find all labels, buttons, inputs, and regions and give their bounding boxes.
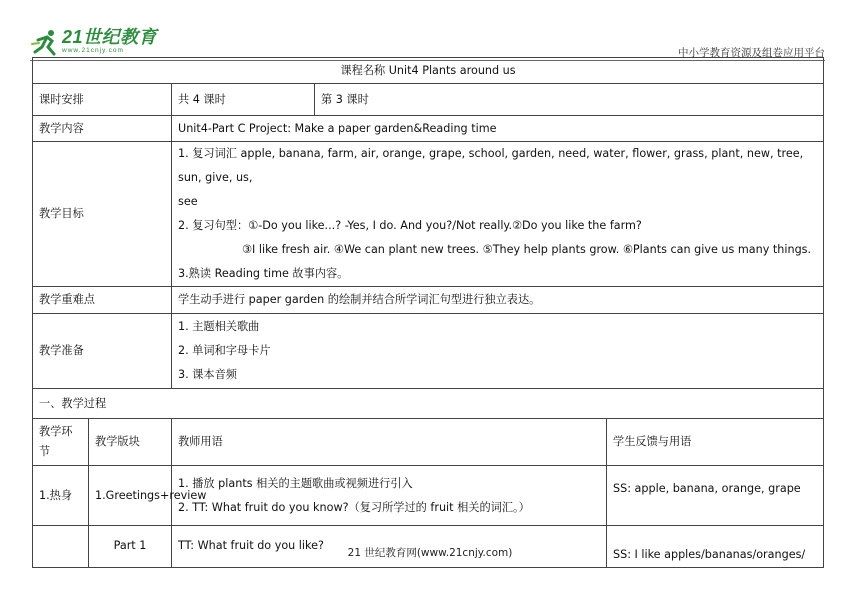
row-teacher: TT: What fruit do you like? (172, 526, 607, 568)
preparation-label: 教学准备 (33, 314, 172, 389)
header-block: 教学版块 (89, 419, 172, 466)
preparation-item: 2. 单词和字母卡片 (178, 344, 271, 357)
process-title: 一、教学过程 (33, 389, 824, 419)
schedule-label: 课时安排 (33, 84, 172, 116)
header-teacher: 教师用语 (172, 419, 607, 466)
course-title: 课程名称 Unit4 Plants around us (33, 58, 824, 84)
content-value: Unit4-Part C Project: Make a paper garden&Reading time (172, 116, 824, 142)
row-block: Part 1 (89, 526, 172, 568)
row-teacher (172, 466, 607, 526)
lesson-plan-table (32, 57, 824, 568)
key-points-row (33, 287, 824, 314)
key-points-value: 学生动手进行 paper garden 的绘制并结合所学词汇句型进行独立表达。 (172, 287, 824, 314)
course-row (33, 58, 824, 84)
logo (30, 28, 157, 58)
content-label: 教学内容 (33, 116, 172, 142)
logo-name: 21世纪教育 (62, 27, 158, 47)
process-header-row (33, 419, 824, 466)
preparation-item: 3. 课本音频 (178, 368, 237, 381)
key-points-label: 教学重难点 (33, 287, 172, 314)
preparation-row (33, 314, 824, 389)
objective-line: 2. 复习句型：①-Do you like...? -Yes, I do. And you?/Not really.②Do you like the farm? (178, 219, 642, 232)
logo-url: www.21cnjy.com (62, 47, 124, 54)
preparation-item: 1. 主题相关歌曲 (178, 320, 260, 333)
process-row (33, 466, 824, 526)
preparation-list (172, 314, 824, 389)
page-footer: 21 世纪教育网(www.21cnjy.com) (347, 547, 513, 559)
row-block: 1.Greetings+review (89, 466, 172, 526)
header-student: 学生反馈与用语 (607, 419, 824, 466)
process-title-row (33, 389, 824, 419)
schedule-current: 第 3 课时 (315, 84, 824, 116)
content-row (33, 116, 824, 142)
teacher-line: 1. 播放 plants 相关的主题歌曲或视频进行引入 (178, 476, 413, 490)
row-student: SS: apple, banana, orange, grape (607, 466, 824, 526)
objectives-content (172, 142, 824, 287)
row-student: SS: I like apples/bananas/oranges/ (607, 526, 824, 568)
teacher-line: 2. TT: What fruit do you know?（复习所学过的 fruit 相关的词汇。） (178, 500, 530, 514)
objectives-label: 教学目标 (33, 142, 172, 287)
objective-line: ③I like fresh air. ④We can plant new trees. ⑤They help plants grow. ⑥Plants can give us many things. (242, 243, 812, 256)
objectives-row (33, 142, 824, 287)
objective-line: 3.熟读 Reading time 故事内容。 (178, 267, 349, 280)
runner-logo-icon (30, 28, 60, 58)
schedule-total: 共 4 课时 (172, 84, 315, 116)
header-stage: 教学环节 (33, 419, 89, 466)
objective-line: 1. 复习词汇 apple, banana, farm, air, orange, grape, school, garden, need, water, flower, grass, plant, new, tree, sun, give, us, (178, 147, 804, 184)
row-stage: 1.热身 (33, 466, 89, 526)
schedule-row (33, 84, 824, 116)
objective-line: see (178, 195, 198, 208)
platform-title: 中小学教育资源及组卷应用平台 (678, 47, 825, 59)
